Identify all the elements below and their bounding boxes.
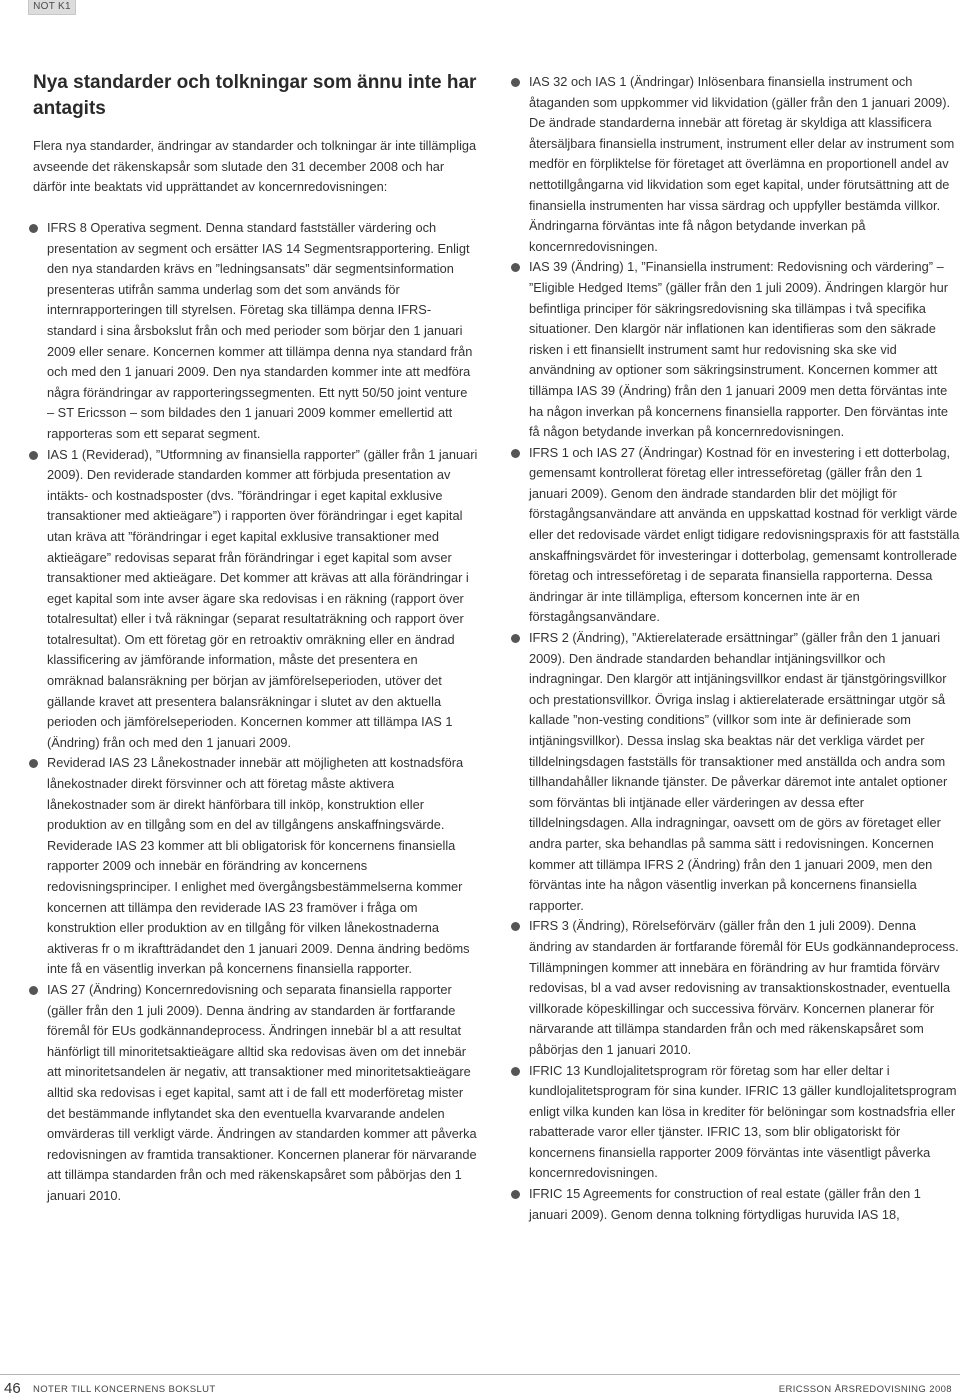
list-item: IFRS 8 Operativa segment. Denna standard fastställer värdering och presentation av segment och ersätter IAS 14 Segmentsrapportering. Enligt den nya standarden krävs en ”ledningsansats” där segmentsinformation presenteras utifrån samma underlag som det som används för internrapporteringen till styrelsen. Företag ska tillämpa denna IFRS-standard i sina årsbokslut från och med perioder som börjar den 1 januari 2009 eller senare. Koncernen kommer att tillämpa denna nya standard från och med den 1 januari 2009. Den nya standarden kommer inte att medföra några förändringar av rapporteringssegmenten. Ett nytt 50/50 joint venture – ST Ericsson – som bildades den 1 januari 2009 kommer emellertid att rapporteras som ett separat segment. xyxy=(33,218,478,445)
right-bullet-list xyxy=(515,72,960,1225)
intro-paragraph: Flera nya standarder, ändringar av standarder och tolkningar är inte tillämpliga avseende det räkenskapsår som slutade den 31 december 2008 och har därför inte beaktats vid upprättandet av koncernredovisningen: xyxy=(33,138,477,195)
list-item: Reviderad IAS 23 Lånekostnader innebär att möjligheten att kostnadsföra lånekostnader direkt försvinner och att företag måste aktivera lånekostnader som är direkt hänförbara till inköp, konstruktion eller produktion av en tillgång som en del av tillgångens anskaffningsvärde. Reviderade IAS 23 kommer att bli obligatorisk för koncernens finansiella rapporter 2009 och innebär en förändring av koncernens redovisningsprinciper. I enlighet med övergångsbestämmelserna kommer koncernen att tillämpa den reviderade IAS 23 framöver i fråga om konstruktion eller produktion av en tillgång för vilken lånekostnaderna aktiveras fr o m ikraftträdandet den 1 januari 2009. Denna ändring bedöms inte få en väsentlig inverkan på koncernens finansiella rapporter. xyxy=(33,753,478,980)
list-item: IFRIC 15 Agreements for construction of real estate (gäller från den 1 januari 2009). Genom denna tolkning förtydligas huruvida IAS 18, xyxy=(515,1184,960,1225)
footer-divider xyxy=(0,1374,960,1375)
list-item: IFRS 3 (Ändring), Rörelseförvärv (gäller från den 1 juli 2009). Denna ändring av standarden är fortfarande föremål för EUs godkännandeprocess. Tillämpningen kommer att innebära en förändring av hur framtida förvärv redovisas, bl a vad avser redovisning av transaktionskostnader, eventuella villkorade köpeskillingar och successiva förvärv. Koncernen planerar för närvarande att tillämpa standarden från och med räkenskapsåret som påbörjas den 1 januari 2010. xyxy=(515,916,960,1060)
list-item: IAS 27 (Ändring) Koncernredovisning och separata finansiella rapporter (gäller från den 1 juli 2009). Denna ändring av standarden är fortfarande föremål för EUs godkännandeprocess. Ändringen innebär bl a att resultat hänförligt till minoritetsaktieägare alltid ska redovisas även om det innebär att minoritetsandelen är negativ, att transaktioner med minoritetsaktieägare alltid ska redovisas i eget kapital, samt att i de fall ett moderföretag mister det bestämmande inflytandet ska den eventuella kvarvarande andelen omvärderas till verkligt värde. Ändringen av standarden kommer att påverka redovisningen av framtida transaktioner. Koncernen planerar för närvarande att tillämpa standarden från och med räkenskapsåret som påbörjas den 1 januari 2010. xyxy=(33,980,478,1207)
list-item: IAS 1 (Reviderad), ”Utformning av finansiella rapporter” (gäller från 1 januari 2009). Den reviderade standarden kommer att förbjuda presentation av intäkts- och kostnadsposter (dvs. ”förändringar i eget kapital exklusive transaktioner med aktieägare”) i rapporten över förändringar i eget kapital utan kräva att ”förändringar i eget kapital exklusive transaktioner med aktieägare” redovisas separat från förändringar i eget kapital som avser transaktioner med aktieägare. Det kommer att krävas att alla förändringar i eget kapital som inte avser ägare ska redovisas i en räkning (rapport över totalresultat) eller i två räkningar (separat resultaträkning och rapport över totalresultat). Om ett företag gör en retroaktiv omräkning eller en ändrad klassificering av jämförande information, måste det presentera en omräknad balansräkning per början av jämförelseperioden, utöver det gällande kravet att presentera balansräkningar i slutet av den aktuella perioden och jämförelseperioden. Koncernen kommer att tillämpa IAS 1 (Ändring) från och med den 1 januari 2009. xyxy=(33,445,478,754)
list-item: IAS 32 och IAS 1 (Ändringar) Inlösenbara finansiella instrument och åtaganden som uppkommer vid likvidation (gäller från den 1 januari 2009). De ändrade standarderna innebär att företag är skyldiga att klassificera återsäljbara finansiella instrument, instrument eller delar av instrument som medför en förpliktelse för företaget att överlämna en proportionell andel av nettotillgångarna vid likvidation som eget kapital, under förutsättning att de finansiella instrumenten har vissa särdrag och uppfyller bestämda villkor. Ändringarna förväntas inte få någon betydande inverkan på koncernredovisningen. xyxy=(515,72,960,257)
list-item: IAS 39 (Ändring) 1, ”Finansiella instrument: Redovisning och värdering” – ”Eligible Hedged Items” (gäller från den 1 juli 2009). Ändringen klargör hur befintliga principer för säkringsredovisning ska tillämpas i två specifika situationer. Den klargör när inflationen kan identifieras som den säkrade risken i ett finansiellt instrument samt hur redovisning ska ske vid användning av optioner som säkringsinstrument. Koncernen kommer att tillämpa IAS 39 (Ändring) från den 1 januari 2009 men detta förväntas inte ha någon inverkan på koncernens finansiella rapporter. Den förväntas inte få någon betydande inverkan på koncernredovisningen. xyxy=(515,257,960,442)
list-item: IFRIC 13 Kundlojalitetsprogram rör företag som har eller deltar i kundlojalitetsprogram för sina kunder. IFRIC 13 gäller kundlojalitetsprogram enligt vilka kunden kan lösa in krediter för belöningar som kostnadsfria eller rabatterade varor eller tjänster. IFRIC 13, som blir obligatoriskt för koncernens finansiella rapporter 2009 förväntas inte väsentligt påverka koncernredovisningen. xyxy=(515,1061,960,1185)
left-bullet-list xyxy=(33,218,478,1207)
footer-publication-title: ERICSSON ÅRSREDOVISNING 2008 xyxy=(778,1384,952,1395)
list-item: IFRS 2 (Ändring), ”Aktierelaterade ersättningar” (gäller från den 1 januari 2009). Den ändrade standarden behandlar intjäningsvillkor och indragningar. Den klargör att intjäningsvillkor endast är tjänstgöringsvillkor och prestationsvillkor. Övriga inslag i aktierelaterade ersättningar utgör så kallade ”non-vesting conditions” (villkor som inte är definierade som intjäningsvillkor). Dessa inslag ska beaktas när det verkliga värdet per tilldelningsdagen fastställs för transaktioner med anställda och andra som tillhandahåller liknande tjänster. De påverkar däremot inte antalet optioner som förväntas bli intjänade eller värderingen av dessa efter tilldelningsdagen. Alla indragningar, oavsett om de görs av företaget eller andra parter, ska behandlas på samma sätt i redovisningen. Koncernen kommer att tillämpa IFRS 2 (Ändring) från den 1 januari 2009, men den förväntas inte ha någon väsentlig inverkan på koncernens finansiella rapporter. xyxy=(515,628,960,916)
section-tab: NOT K1 xyxy=(28,0,76,15)
page-number: 46 xyxy=(4,1380,21,1397)
page-title: Nya standarder och tolkningar som ännu inte har antagits xyxy=(33,72,477,119)
footer-section-title: NOTER TILL KONCERNENS BOKSLUT xyxy=(33,1384,216,1395)
list-item: IFRS 1 och IAS 27 (Ändringar) Kostnad för en investering i ett dotterbolag, gemensamt kontrollerat företag eller intresseföretag (gäller från den 1 januari 2009). Genom den ändrade standarden blir det möjligt för förstagångsanvändare att använda en uppskattad kostnad för verkligt värde eller det redovisade värdet enligt tidigare redovisningspraxis för att fastställa anskaffningsvärdet för investeringar i dotterbolag, gemensamt kontrollerade företag och intresseföretag i de separata finansiella rapporterna. Dessa ändringar är inte tillämpliga, eftersom koncernen inte är en förstagångsanvändare. xyxy=(515,443,960,628)
